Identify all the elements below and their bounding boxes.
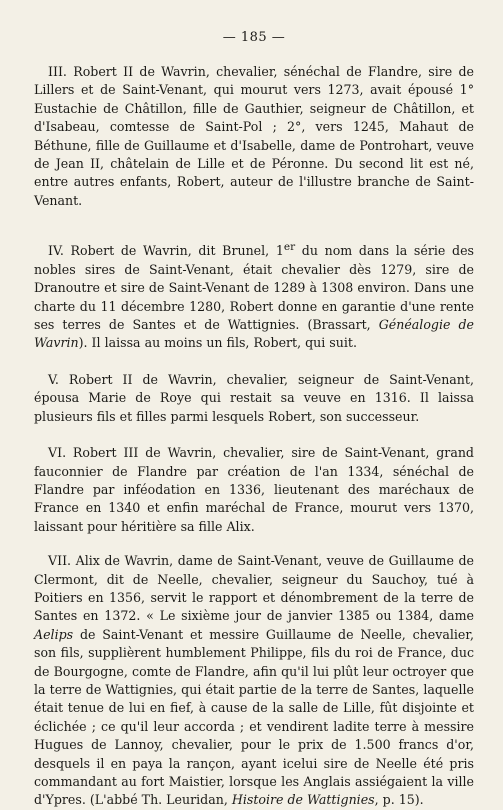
paragraph-vii-text-3: , p. 15). [374, 792, 424, 808]
paragraph-vii-citation-title: Histoire de Wattignies [231, 792, 375, 808]
paragraph-iv-text-2: du nom dans la série des nobles sires de Saint-Venant, était chevalier dès 1279, sire de Dranoutre et sire de Saint-Venant de 1289 à 1308 environ. Dans une charte du 11 décembre 1280, Robert donne en garantie d'une rente ses terres de Santes et de Wattignies. (Brassart, [34, 243, 475, 333]
paragraph-iv-superscript: er [283, 241, 296, 254]
paragraph-robert-iii-vi: VI. Robert III de Wavrin, chevalier, sire de Saint-Venant, grand fauconnier de Flandre par création de l'an 1334, sénéchal de Flandre par inféodation en 1336, lieutenant des maréchaux de France en 1340 et enfin maréchal de France, mourut vers 1370, laissant pour héritière sa fille Alix. [34, 445, 474, 534]
page-number: — 185 — [222, 30, 286, 45]
paragraph-vii-italic-name: Aelips [34, 626, 74, 642]
paragraph-alix-vii [34, 552, 474, 810]
paragraph-vii-text-1: VII. Alix de Wavrin, dame de Saint-Venant, veuve de Guillaume de Clermont, dit de Neelle, chevalier, seigneur du Sauchoy, tué à Poitiers en 1356, servit le rapport et dénombrement de la terre de Santes en 1372. « Le sixième jour de janvier 1385 ou 1384, dame [34, 553, 474, 624]
paragraph-robert-brunel-iv [34, 238, 474, 353]
paragraph-robert-ii-v: V. Robert II de Wavrin, chevalier, seigneur de Saint-Venant, épousa Marie de Roye qui restait sa veuve en 1316. Il laissa plusieurs fils et filles parmi lesquels Robert, son successeur. [34, 371, 474, 424]
paragraph-iv-citation-title: Généalogie de Wavrin [34, 317, 475, 351]
paragraph-iv-text-1: IV. Robert de Wavrin, dit Brunel, 1 [48, 243, 284, 259]
paragraph-vii-text-2: de Saint-Venant et messire Guillaume de Neelle, chevalier, son fils, supplièrent humblement Philippe, fils du roi de France, duc de Bourgogne, comte de Flandre, afin qu'il lui plût leur octroyer que la terre de Wattignies, qui était partie de la terre de Santes, laquelle était tenue de lui en fief, à cause de la salle de Lille, fût disjointe et éclichée ; ce qu'il leur accorda ; et vendirent ladite terre à messire Hugues de Lannoy, chevalier, pour le prix de 1.500 francs d'or, desquels il en paya la rançon, ayant icelui sire de Neelle été pris commandant au fort Maistier, lorsque les Anglais assiégaient la ville d'Ypres. (L'abbé Th. Leuridan, [34, 626, 474, 808]
paragraph-robert-ii-iii: III. Robert II de Wavrin, chevalier, sénéchal de Flandre, sire de Lillers et de Saint-Venant, qui mourut vers 1273, avait épousé 1° Eustachie de Châtillon, fille de Gauthier, seigneur de Châtillon, et d'Isabeau, comtesse de Saint-Pol ; 2°, vers 1245, Mahaut de Béthune, fille de Guillaume et d'Isabelle, dame de Pontrohart, veuve de Jean II, châtelain de Lille et de Péronne. Du second lit est né, entre autres enfants, Robert, auteur de l'illustre branche de Saint-Venant. [34, 64, 474, 208]
paragraph-iv-text-3: ). Il laissa au moins un fils, Robert, qui suit. [78, 335, 357, 351]
